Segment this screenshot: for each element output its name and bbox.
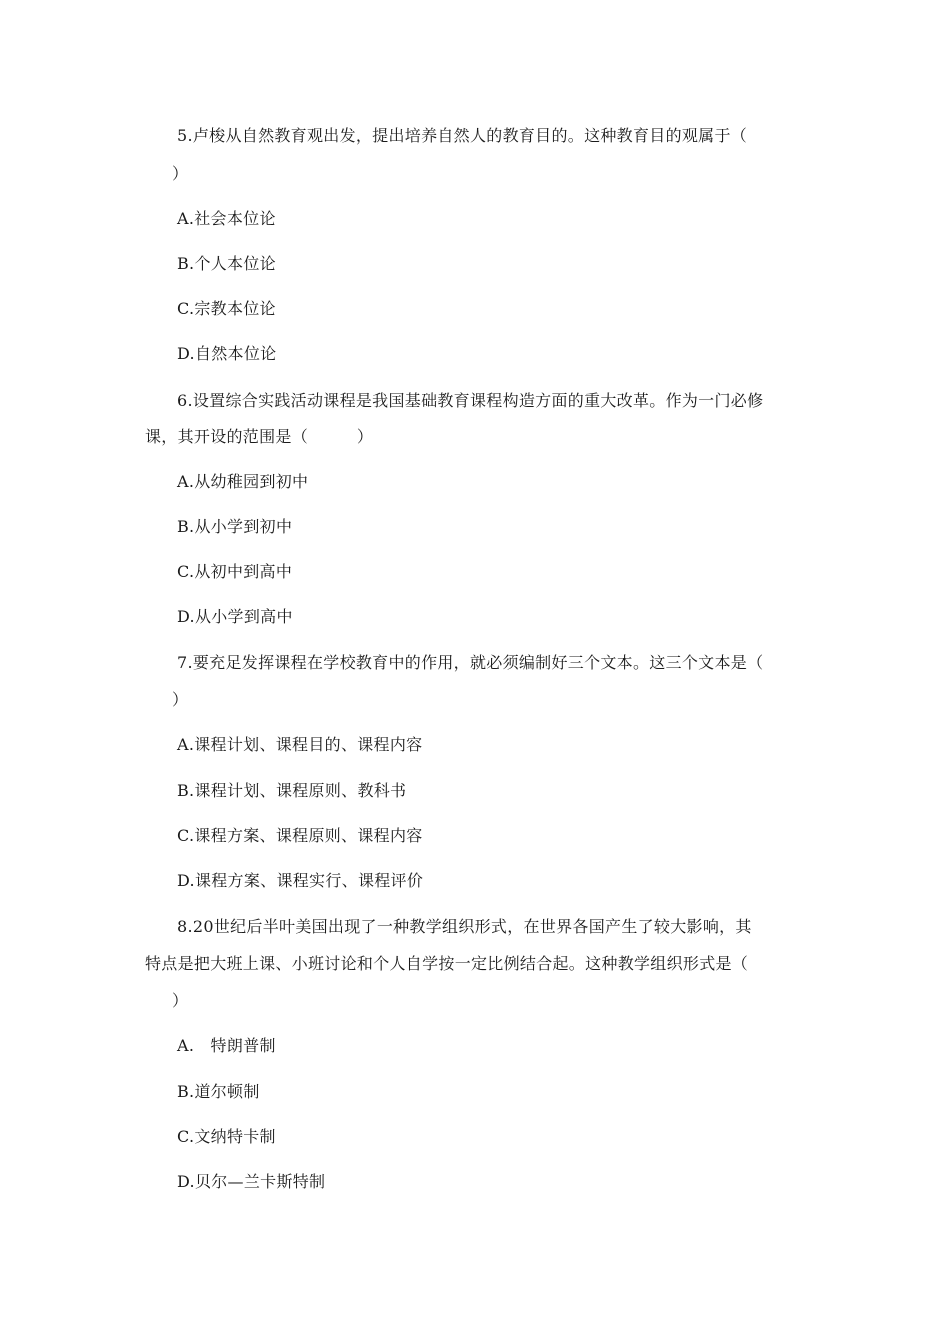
question-5-option-c: C.宗教本位论 [177,299,276,318]
question-8-stem-line-2: 特点是把大班上课、小班讨论和个人自学按一定比例结合起。这种教学组织形式是（ [145,954,749,973]
question-8-stem-line-1: 8.20世纪后半叶美国出现了一种教学组织形式，在世界各国产生了较大影响，其 [177,917,752,936]
question-8-stem-line-3: ） [172,991,189,1010]
question-8-option-a: A. 特朗普制 [177,1036,276,1055]
question-5-option-d: D.自然本位论 [177,344,277,363]
question-8-option-b: B.道尔顿制 [177,1082,260,1101]
question-6-option-d: D.从小学到高中 [177,607,293,626]
question-5-option-b: B.个人本位论 [177,254,276,273]
question-7-option-b: B.课程计划、课程原则、教科书 [177,781,407,800]
question-7-option-d: D.课程方案、课程实行、课程评价 [177,871,424,890]
question-5-stem-line-1: 5.卢梭从自然教育观出发，提出培养自然人的教育目的。这种教育目的观属于（ [177,126,748,145]
question-7-stem-line-2: ） [172,690,189,709]
question-8-option-c: C.文纳特卡制 [177,1127,276,1146]
question-5-stem-line-2: ） [172,164,189,183]
question-7-stem-line-1: 7.要充足发挥课程在学校教育中的作用，就必须编制好三个文本。这三个文本是（ [177,653,764,672]
question-7-option-a: A.课程计划、课程目的、课程内容 [177,735,423,754]
question-5-option-a: A.社会本位论 [177,209,276,228]
question-6-stem-line-1: 6.设置综合实践活动课程是我国基础教育课程构造方面的重大改革。作为一门必修 [177,391,764,410]
question-7-option-c: C.课程方案、课程原则、课程内容 [177,826,423,845]
question-6-option-b: B.从小学到初中 [177,517,293,536]
question-6-option-c: C.从初中到高中 [177,562,293,581]
question-6-option-a: A.从幼稚园到初中 [177,472,309,491]
question-8-option-d: D.贝尔—兰卡斯特制 [177,1172,326,1191]
question-6-stem-line-2: 课，其开设的范围是（ ） [145,427,374,446]
